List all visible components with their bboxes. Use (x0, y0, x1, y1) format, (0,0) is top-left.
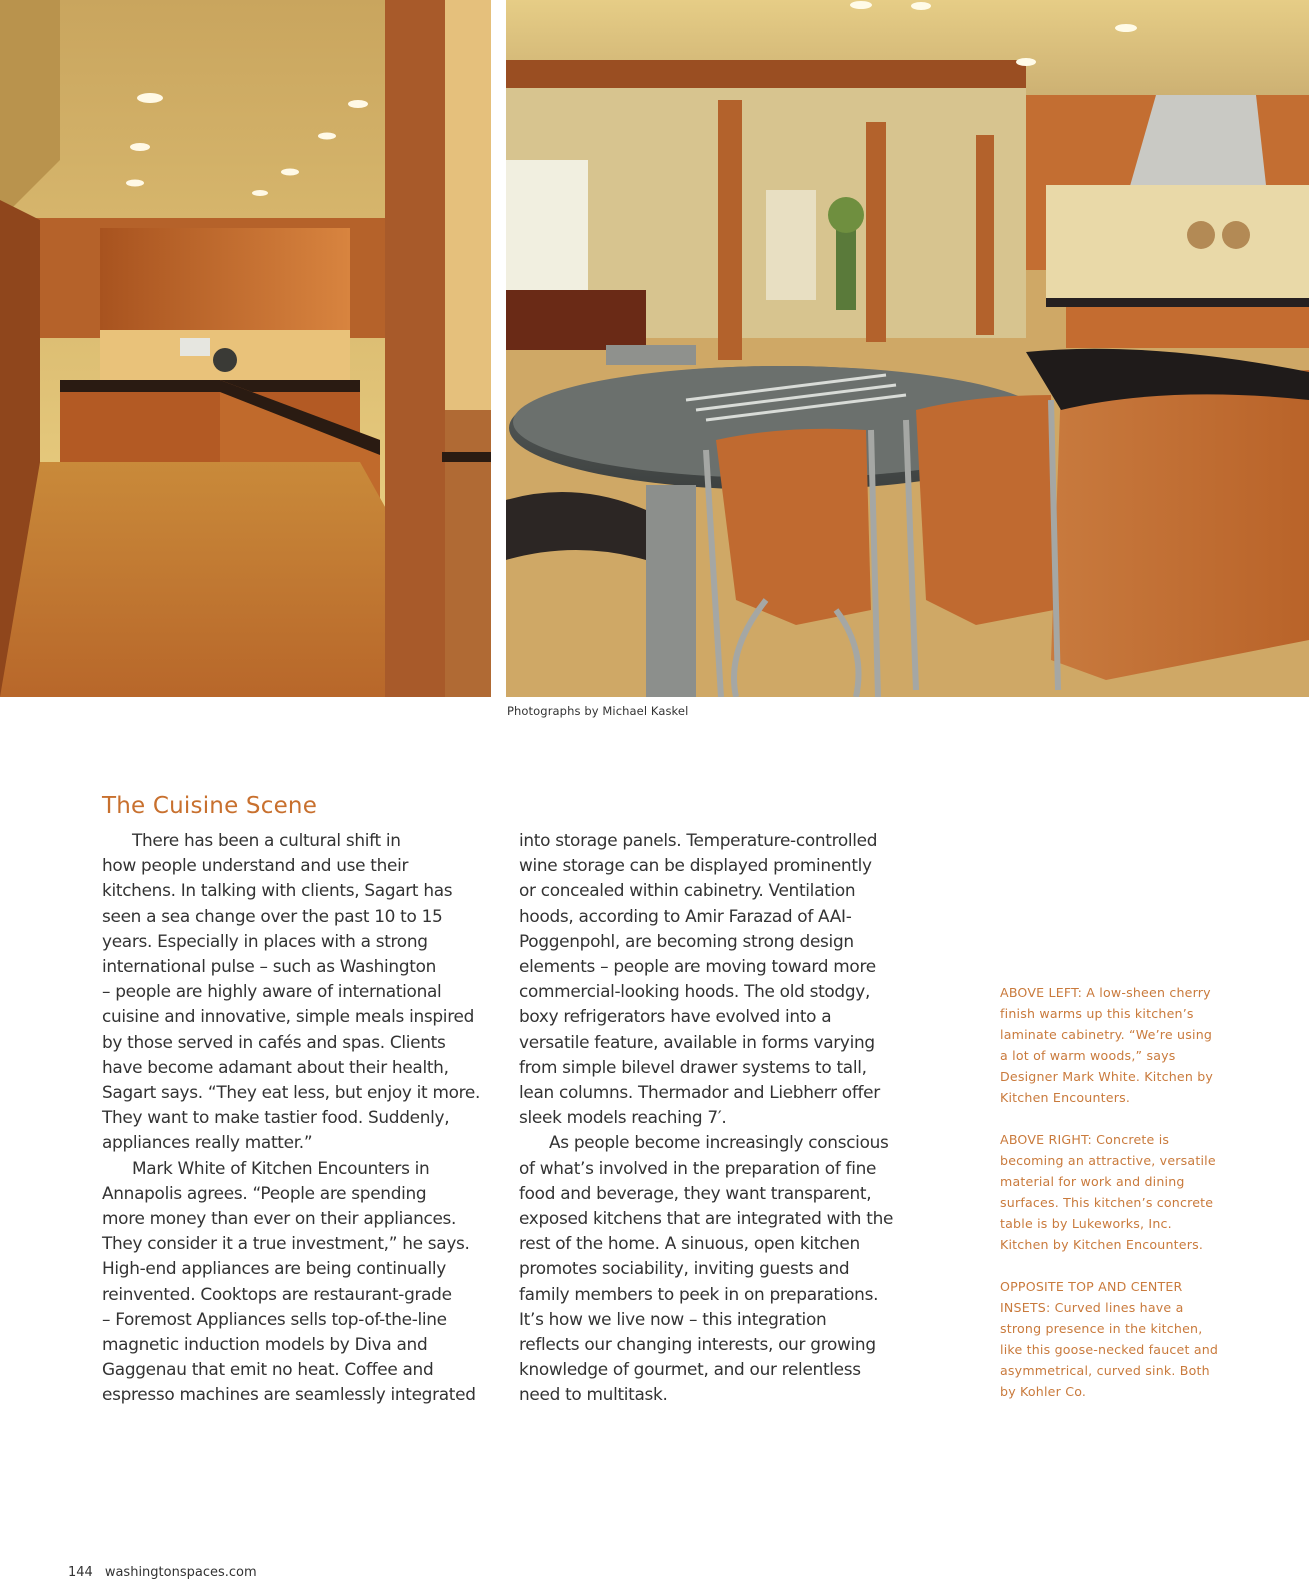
caption-line: INSETS: Curved lines have a (1000, 1300, 1184, 1315)
article-line: family members to peek in on preparations. (519, 1283, 879, 1304)
article-line: knowledge of gourmet, and our relentless (519, 1359, 861, 1380)
caption-paragraph (1000, 982, 1255, 1108)
article-line: High-end appliances are being continually (102, 1258, 446, 1279)
article-line: kitchens. In talking with clients, Sagart has (102, 880, 453, 901)
kitchen-photo-right (506, 0, 1309, 697)
article-line: It’s how we live now – this integration (519, 1308, 827, 1329)
caption-line: Kitchen Encounters. (1000, 1090, 1131, 1105)
caption-line: strong presence in the kitchen, (1000, 1321, 1203, 1336)
article-line: more money than ever on their appliances. (102, 1208, 457, 1229)
article-line: elements – people are moving toward more (519, 956, 876, 977)
caption-line: by Kohler Co. (1000, 1384, 1087, 1399)
article-line: by those served in cafés and spas. Clients (102, 1031, 446, 1052)
article-line: rest of the home. A sinuous, open kitchen (519, 1233, 860, 1254)
article-line: appliances really matter.” (102, 1132, 313, 1153)
article-line: Annapolis agrees. “People are spending (102, 1182, 427, 1203)
caption-line: becoming an attractive, versatile (1000, 1153, 1216, 1168)
article-line: versatile feature, available in forms varying (519, 1031, 875, 1052)
page-footer (68, 1565, 257, 1580)
article-heading: The Cuisine Scene (102, 793, 318, 819)
caption-line: Kitchen by Kitchen Encounters. (1000, 1237, 1204, 1252)
article-line: Mark White of Kitchen Encounters in (132, 1157, 430, 1178)
caption-line: a lot of warm woods,” says (1000, 1048, 1176, 1063)
caption-paragraph (1000, 1129, 1255, 1255)
article-line: lean columns. Thermador and Liebherr offer (519, 1082, 880, 1103)
article-line: reflects our changing interests, our growing (519, 1334, 876, 1355)
article-line: promotes sociability, inviting guests and (519, 1258, 850, 1279)
caption-line: ABOVE RIGHT: Concrete is (1000, 1132, 1170, 1147)
photo-credit: Photographs by Michael Kaskel (507, 704, 689, 718)
article-line: how people understand and use their (102, 855, 409, 876)
article-line: sleek models reaching 7′. (519, 1107, 727, 1128)
article-line: into storage panels. Temperature-controlled (519, 830, 878, 850)
article-line: hoods, according to Amir Farazad of AAI- (519, 905, 852, 926)
article-line: commercial-looking hoods. The old stodgy, (519, 981, 871, 1002)
page-number: 144 (68, 1565, 93, 1580)
footer-site: washingtonspaces.com (104, 1565, 257, 1580)
article-line: As people become increasingly conscious (549, 1132, 889, 1153)
article-line: or concealed within cabinetry. Ventilation (519, 880, 856, 901)
article-line: years. Especially in places with a strong (102, 930, 428, 951)
photo-captions (1000, 982, 1255, 1423)
article-line: exposed kitchens that are integrated with the (519, 1208, 894, 1229)
article-line: Poggenpohl, are becoming strong design (519, 930, 854, 951)
caption-line: Designer Mark White. Kitchen by (1000, 1069, 1214, 1084)
article-line: from simple bilevel drawer systems to tall, (519, 1056, 867, 1077)
caption-line: asymmetrical, curved sink. Both (1000, 1363, 1210, 1378)
caption-line: surfaces. This kitchen’s concrete (1000, 1195, 1214, 1210)
article-line: They consider it a true investment,” he says. (102, 1233, 470, 1254)
caption-line: table is by Lukeworks, Inc. (1000, 1216, 1172, 1231)
caption-line: OPPOSITE TOP AND CENTER (1000, 1279, 1183, 1294)
article-line: magnetic induction models by Diva and (102, 1334, 428, 1355)
article-line: seen a sea change over the past 10 to 15 (102, 905, 443, 926)
article-line: They want to make tastier food. Suddenly, (102, 1107, 450, 1128)
article-line: of what’s involved in the preparation of fine (519, 1157, 877, 1178)
article-line: Gaggenau that emit no heat. Coffee and (102, 1359, 434, 1380)
caption-line: finish warms up this kitchen’s (1000, 1006, 1194, 1021)
article-line: wine storage can be displayed prominently (519, 855, 872, 876)
caption-paragraph (1000, 1276, 1255, 1402)
article-line: have become adamant about their health, (102, 1056, 449, 1077)
article-column-1 (102, 828, 497, 1408)
kitchen-photo-left (0, 0, 491, 697)
article-line: Sagart says. “They eat less, but enjoy it more. (102, 1082, 481, 1103)
caption-line: ABOVE LEFT: A low-sheen cherry (1000, 985, 1211, 1000)
article-line: cuisine and innovative, simple meals inspired (102, 1006, 474, 1027)
article-line: international pulse – such as Washington (102, 956, 437, 977)
article-line: espresso machines are seamlessly integrated (102, 1384, 476, 1405)
article-line: need to multitask. (519, 1384, 668, 1405)
article-line: There has been a cultural shift in (132, 830, 401, 850)
article-line: reinvented. Cooktops are restaurant-grade (102, 1283, 452, 1304)
article-line: food and beverage, they want transparent, (519, 1182, 872, 1203)
article-line: – Foremost Appliances sells top-of-the-line (102, 1308, 447, 1329)
caption-line: laminate cabinetry. “We’re using (1000, 1027, 1213, 1042)
article-column-2 (519, 828, 919, 1408)
caption-line: material for work and dining (1000, 1174, 1185, 1189)
article-line: boxy refrigerators have evolved into a (519, 1006, 832, 1027)
caption-line: like this goose-necked faucet and (1000, 1342, 1219, 1357)
kitchen-photo-left-illustration (0, 0, 491, 697)
kitchen-photo-right-illustration (506, 0, 1309, 697)
article-line: – people are highly aware of international (102, 981, 442, 1002)
